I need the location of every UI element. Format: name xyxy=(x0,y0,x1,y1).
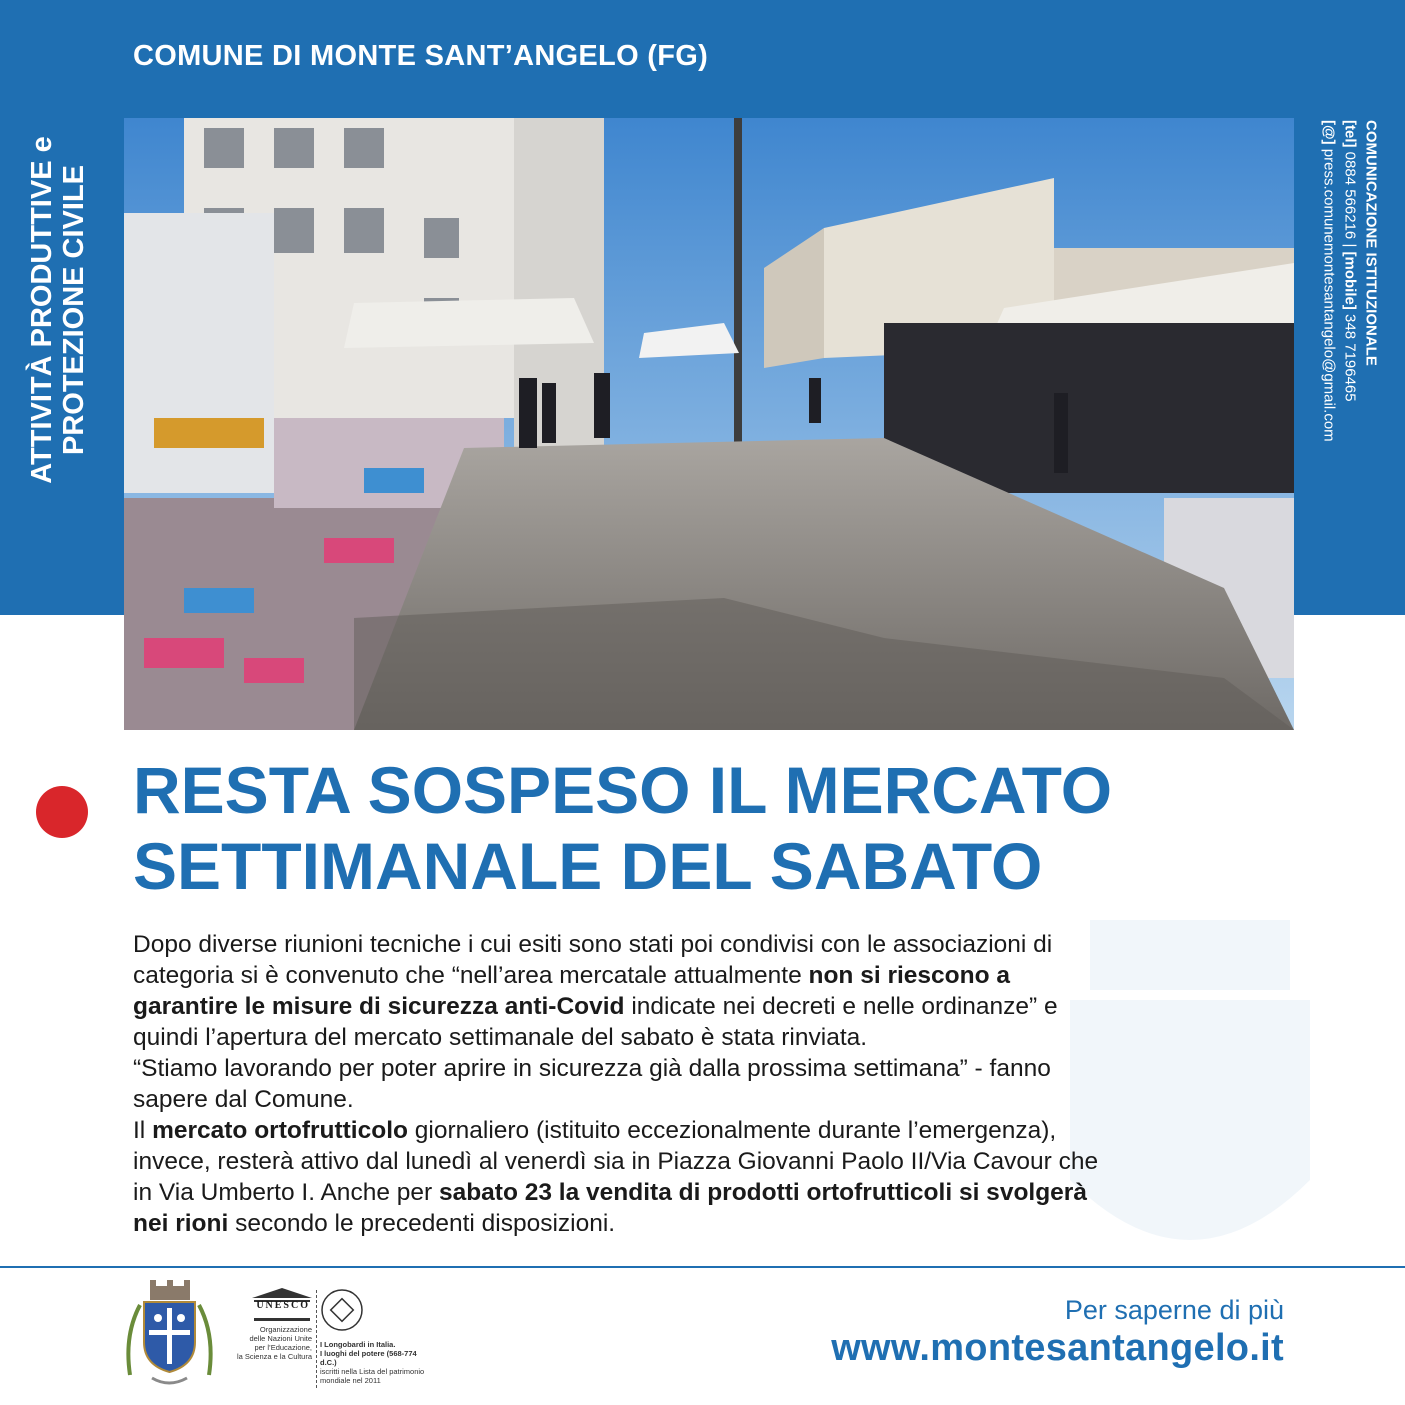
mobile-label: [mobile] xyxy=(1341,251,1359,310)
unesco-block: UNESCO Organizzazione delle Nazioni Unite per l’Educazione, la Scienza e la Cultura I Longobardi in Italia. I luoghi del potere (568-774 d.C.) iscritti nella Lista del patrimonio mondiale nel 2011 xyxy=(228,1288,428,1393)
email-label: [@] xyxy=(1320,120,1338,145)
market-photo xyxy=(124,118,1294,730)
unesco-word: UNESCO xyxy=(256,1300,310,1311)
crest-icon xyxy=(122,1280,217,1390)
department-line-2: PROTEZIONE CIVILE xyxy=(58,164,90,456)
department-line-1: ATTIVITÀ PRODUTTIVE e xyxy=(26,136,58,484)
tel-number[interactable]: 0884 566216 xyxy=(1341,151,1359,240)
unesco-divider xyxy=(316,1290,317,1388)
more-info-label: Per saperne di più xyxy=(1064,1295,1284,1325)
contact-title: COMUNICAZIONE ISTITUZIONALE xyxy=(1362,120,1380,366)
headline-line-1: RESTA SOSPESO IL MERCATO xyxy=(133,753,1113,827)
department-label xyxy=(18,120,98,500)
headline-line-2: SETTIMANALE DEL SABATO xyxy=(133,829,1043,903)
mobile-number[interactable]: 348 7196465 xyxy=(1341,314,1359,402)
world-heritage-icon xyxy=(320,1288,364,1332)
municipality-title: COMUNE DI MONTE SANT’ANGELO (FG) xyxy=(133,40,709,72)
article-body: Dopo diverse riunioni tecniche i cui esiti sono stati poi condivisi con le associazioni di categoria si è convenuto che “nell’area mercatale attualmente non si riescono a garantire le misure di sicurezza anti-Covid indicate nei decreti e nelle ordinanze” e quindi l’apertura del mercato settimanale del sabato è stata rinviata. “Stiamo lavorando per poter aprire in sicurezza già dalla prossima settimana” - fanno sapere dal Comune. Il mercato ortofrutticolo giornaliero (istituito eccezionalmente durante l’emergenza), invece, resterà attivo dal lunedì al venerdì sia in Piazza Giovanni Paolo II/Via Cavour che in Via Umberto I. Anche per sabato 23 la vendita di prodotti ortofrutticoli si svolgerà nei rioni secondo le precedenti disposizioni. xyxy=(133,931,1099,1237)
accent-dot xyxy=(36,786,88,838)
website-link[interactable]: www.montesantangelo.it xyxy=(831,1327,1284,1369)
contact-info xyxy=(1305,120,1395,530)
separator: | xyxy=(1341,243,1359,248)
footer-divider xyxy=(0,1266,1405,1268)
email-address[interactable]: press.comunemontesantangelo@gmail.com xyxy=(1320,148,1338,442)
tel-label: [tel] xyxy=(1341,120,1359,148)
